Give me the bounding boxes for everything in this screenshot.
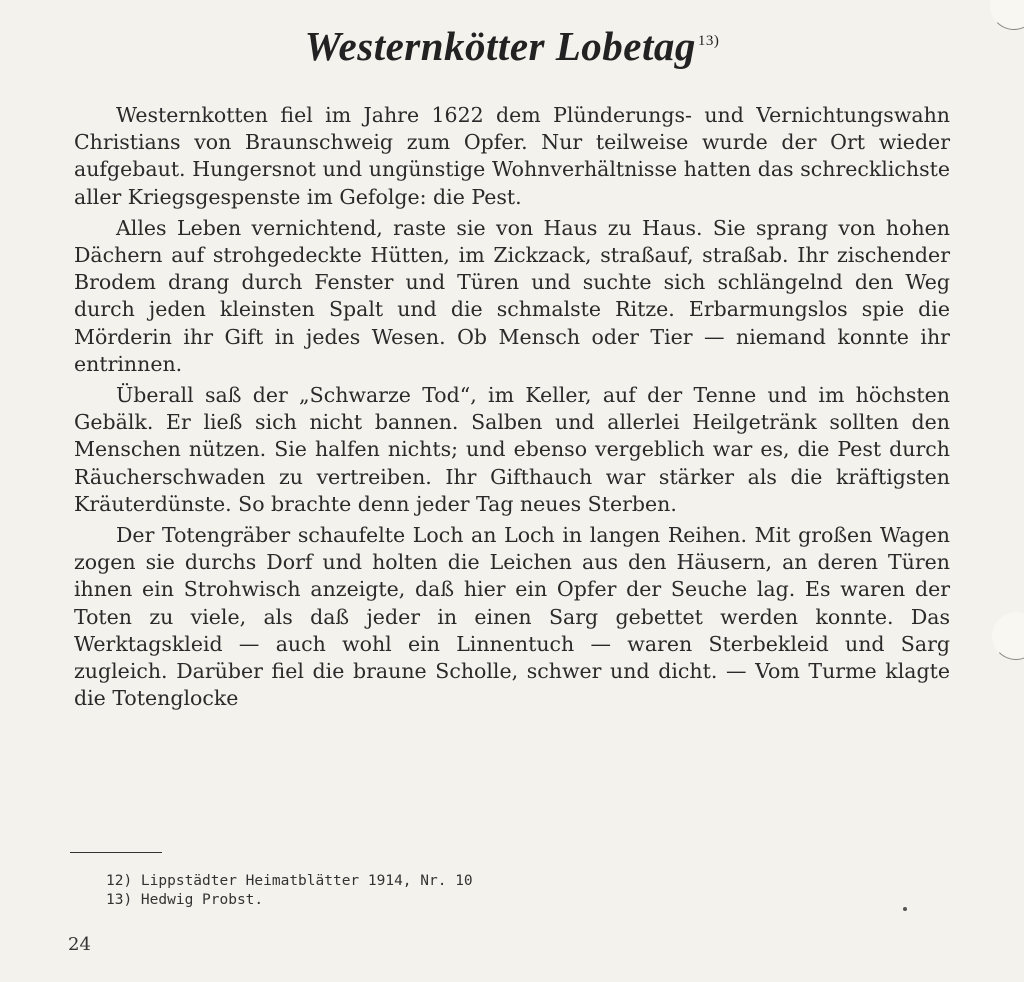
punch-hole-middle — [992, 612, 1024, 660]
page-number: 24 — [68, 934, 91, 955]
page-title — [0, 22, 1024, 70]
footnote-13: 13) Hedwig Probst. — [106, 892, 264, 908]
title-footnote-ref: 13) — [697, 33, 720, 50]
paper-speck — [903, 907, 907, 911]
paragraph: Überall saß der „Schwarze Tod“, im Keller, auf der Tenne und im höchsten Gebälk. Er ließ sich nicht bannen. Salben und allerlei Heilgetränk sollten den Menschen nützen. Sie halfen nichts; und ebenso vergeblich war es, die Pest durch Räucherschwaden zu vertreiben. Ihr Gifthauch war stärker als die kräftigsten Kräuterdünste. So brachte denn jeder Tag neues Sterben. — [74, 383, 950, 516]
footnotes — [106, 872, 473, 910]
body-text — [74, 102, 950, 712]
title-text: Westernkötter Lobetag — [304, 23, 696, 69]
footnote-divider — [70, 852, 162, 853]
paragraph: Der Totengräber schaufelte Loch an Loch in langen Reihen. Mit großen Wagen zogen sie durchs Dorf und holten die Leichen aus den Häusern, an deren Türen ihnen ein Strohwisch anzeigte, daß hier ein Opfer der Seuche lag. Es waren der Toten zu viele, als daß jeder in einen Sarg gebettet werden konnte. Das Werktagskleid — auch wohl ein Linnentuch — waren Sterbekleid und Sarg zugleich. Darüber fiel die braune Scholle, schwer und dicht. — Vom Turme klagte die Totenglocke — [74, 523, 950, 711]
paragraph: Alles Leben vernichtend, raste sie von Haus zu Haus. Sie sprang von hohen Dächern auf strohgedeckte Hütten, im Zickzack, straßauf, straßab. Ihr zischender Brodem drang durch Fenster und Türen und suchte sich schlängelnd den Weg durch jeden kleinsten Spalt und die schmalste Ritze. Erbarmungslos spie die Mörderin ihr Gift in jedes Wesen. Ob Mensch oder Tier — niemand konnte ihr entrinnen. — [74, 215, 950, 376]
paragraph: Westernkotten fiel im Jahre 1622 dem Plünderungs- und Vernichtungswahn Christians von Braunschweig zum Opfer. Nur teilweise wurde der Ort wieder aufgebaut. Hungersnot und ungünstige Wohnverhältnisse hatten das schrecklichste aller Kriegsgespenste im Gefolge: die Pest. — [74, 103, 950, 209]
footnote-12: 12) Lippstädter Heimatblätter 1914, Nr. 10 — [106, 873, 473, 889]
